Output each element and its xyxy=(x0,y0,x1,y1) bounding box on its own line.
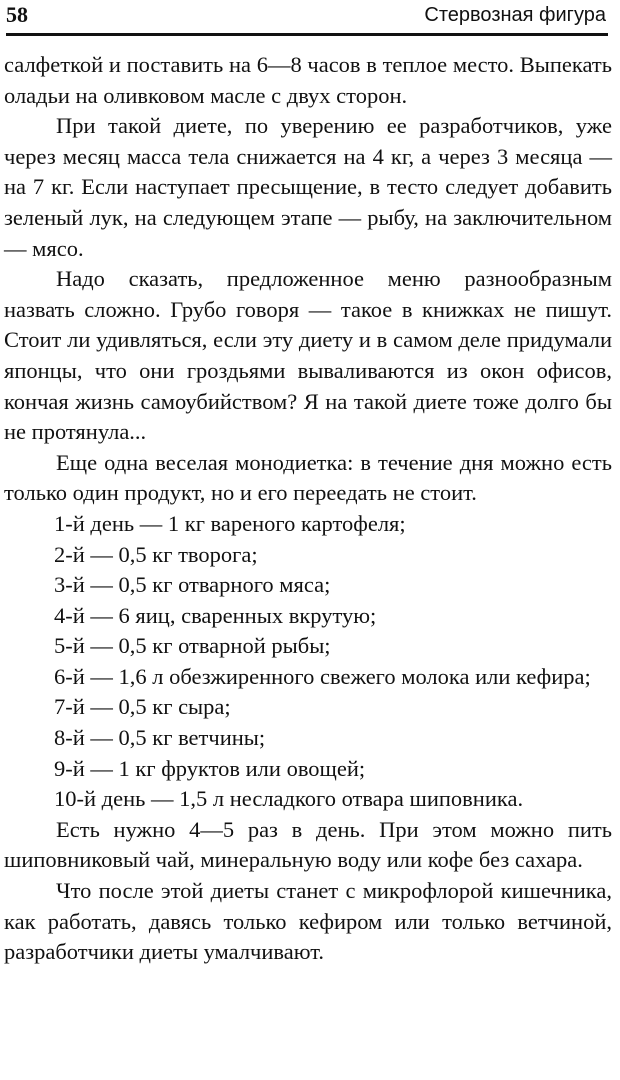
paragraph-closing-remark: Что после этой диеты станет с микрофлорой кишечника, как работать, давясь только кефиром или только ветчиной, разработчики диеты умалчивают. xyxy=(4,878,612,965)
list-item: 2-й — 0,5 кг творога; xyxy=(54,541,258,567)
list-item: 3-й — 0,5 кг отварного мяса; xyxy=(54,572,331,598)
paragraph-diet-results: При такой диете, по уверению ее разработчиков, уже через месяц масса тела снижается на 4 кг, а через 3 месяца — на 7 кг. Если наступает пресыщение, в тесто следует добавить зеленый лук, на следующем этапе — рыбу, на заключительном — мясо. xyxy=(4,113,612,261)
list-item: 7-й — 0,5 кг сыра; xyxy=(54,694,231,720)
paragraph-menu-comment: Надо сказать, предложенное меню разнообразным назвать сложно. Грубо говоря — такое в книжках не пишут. Стоит ли удивляться, если эту диету и в самом деле придумали японцы, что они гроздьями вываливаются из окон офисов, кончая жизнь самоубийством? Я на такой диете тоже долго бы не протянула... xyxy=(4,266,612,445)
paragraph-monodiet-intro: Еще одна веселая монодиетка: в течение дня можно есть только один продукт, но и его переедать не стоит. xyxy=(4,449,612,506)
page-number: 58 xyxy=(6,2,28,27)
book-title: Стервозная фигура xyxy=(424,4,606,26)
running-head xyxy=(4,0,612,34)
list-item: 9-й — 1 кг фруктов или овощей; xyxy=(54,755,366,781)
diet-day-list xyxy=(4,509,612,815)
list-item: 1-й день — 1 кг вареного картофеля; xyxy=(54,510,406,536)
paragraph-meal-frequency: Есть нужно 4—5 раз в день. При этом можно пить шиповниковый чай, минеральную воду или кофе без сахара. xyxy=(4,816,612,873)
list-item: 4-й — 6 яиц, сваренных вкрутую; xyxy=(54,602,377,628)
list-item: 6-й — 1,6 л обезжиренного свежего молока или кефира; xyxy=(54,663,591,689)
list-item: 10-й день — 1,5 л несладкого отвара шиповника. xyxy=(54,786,524,812)
body-text xyxy=(4,50,612,968)
paragraph-continuation: салфеткой и поставить на 6—8 часов в теплое место. Выпекать оладьи на оливковом масле с двух сторон. xyxy=(4,52,612,108)
list-item: 8-й — 0,5 кг ветчины; xyxy=(54,725,266,751)
list-item: 5-й — 0,5 кг отварной рыбы; xyxy=(54,633,331,659)
header-rule xyxy=(6,33,608,36)
